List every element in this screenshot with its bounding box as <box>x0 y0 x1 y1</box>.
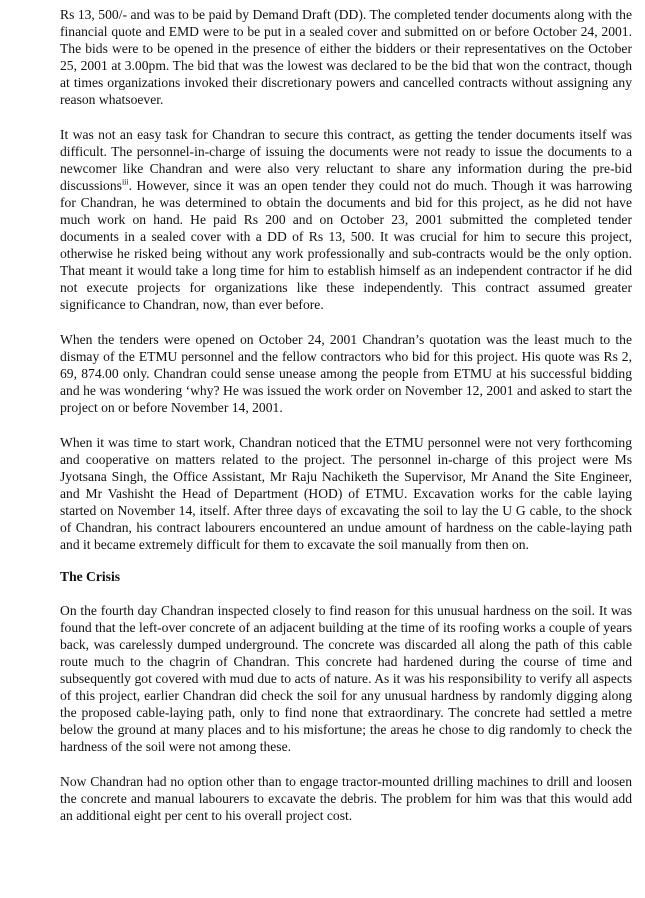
document-page <box>60 6 632 824</box>
paragraph-text: It was not an easy task for Chandran to secure this contract, as getting the tender documents itself was difficult. The personnel-in-charge of issuing the documents were not ready to issue the documents to a newcomer like Chandran and were also very reluctant to share any information during the pre-bid discussions <box>60 127 632 193</box>
paragraph-start-work: When it was time to start work, Chandran noticed that the ETMU personnel were not very forthcoming and cooperative on matters related to the project. The personnel in-charge of this project were Ms Jyotsana Singh, the Office Assistant, Mr Raju Nachiketh the Supervisor, Mr Anand the Site Engineer, and Mr Vashisht the Head of Department (HOD) of ETMU. Excavation works for the cable laying started on November 14, itself. After three days of excavating the soil to lay the U G cable, to the shock of Chandran, his contract labourers encountered an undue amount of hardness on the cable-laying path and it became extremely difficult for them to excavate the soil manually from then on. <box>60 435 632 552</box>
paragraph-text: . However, since it was an open tender they could not do much. Though it was harrowing for Chandran, he was determined to obtain the documents and bid for this project, as he did not have much work on hand. He paid Rs 200 and on October 23, 2001 submitted the completed tender documents in a sealed cover with a DD of Rs 13, 500. It was crucial for him to secure this project, otherwise he risked being without any work professionally and sub-contracts would be the only option. That meant it would take a long time for him to establish himself as an independent contractor if he did not execute projects for organizations like these independently. This contract assumed greater significance to Chandran, now, than ever before. <box>60 178 632 312</box>
paragraph-securing-contract <box>60 126 632 313</box>
section-heading: The Crisis <box>60 569 121 584</box>
paragraph-crisis-cause: On the fourth day Chandran inspected closely to find reason for this unusual hardness on the soil. It was found that the left-over concrete of an adjacent building at the time of its roofing works a couple of years back, was carelessly dumped underground. The concrete was discarded all along the path of this cable route much to the chagrin of Chandran. This concrete had hardened during the course of time and subsequently got covered with mud due to acts of nature. As it was his responsibility to verify all aspects of this project, earlier Chandran did check the soil for any unusual hardness by randomly digging along the proposed cable-laying path, only to find none that extraordinary. The concrete had settled a metre below the ground at many places and to his misfortune; the areas he chose to dig randomly to check the hardness of the soil were not among these. <box>60 603 632 754</box>
footnote-marker: iii <box>121 177 129 187</box>
paragraph-tender-terms: Rs 13, 500/- and was to be paid by Demand Draft (DD). The completed tender documents along with the financial quote and EMD were to be put in a sealed cover and submitted on or before October 24, 2001. The bids were to be opened in the presence of either the bidders or their representatives on the October 25, 2001 at 3.00pm. The bid that was the lowest was declared to be the bid that won the contract, though at times organizations invoked their discretionary powers and cancelled contracts without assigning any reason whatsoever. <box>60 7 632 107</box>
paragraph-options: Now Chandran had no option other than to engage tractor-mounted drilling machines to drill and loosen the concrete and manual labourers to excavate the debris. The problem for him was that this would add an additional eight per cent to his overall project cost. <box>60 774 632 823</box>
paragraph-tender-results: When the tenders were opened on October 24, 2001 Chandran’s quotation was the least much to the dismay of the ETMU personnel and the fellow contractors who bid for this project. His quote was Rs 2, 69, 874.00 only. Chandran could sense unease among the people from ETMU at his successful bidding and he was wondering ‘why? He was issued the work order on November 12, 2001 and asked to start the project on or before November 14, 2001. <box>60 332 632 415</box>
